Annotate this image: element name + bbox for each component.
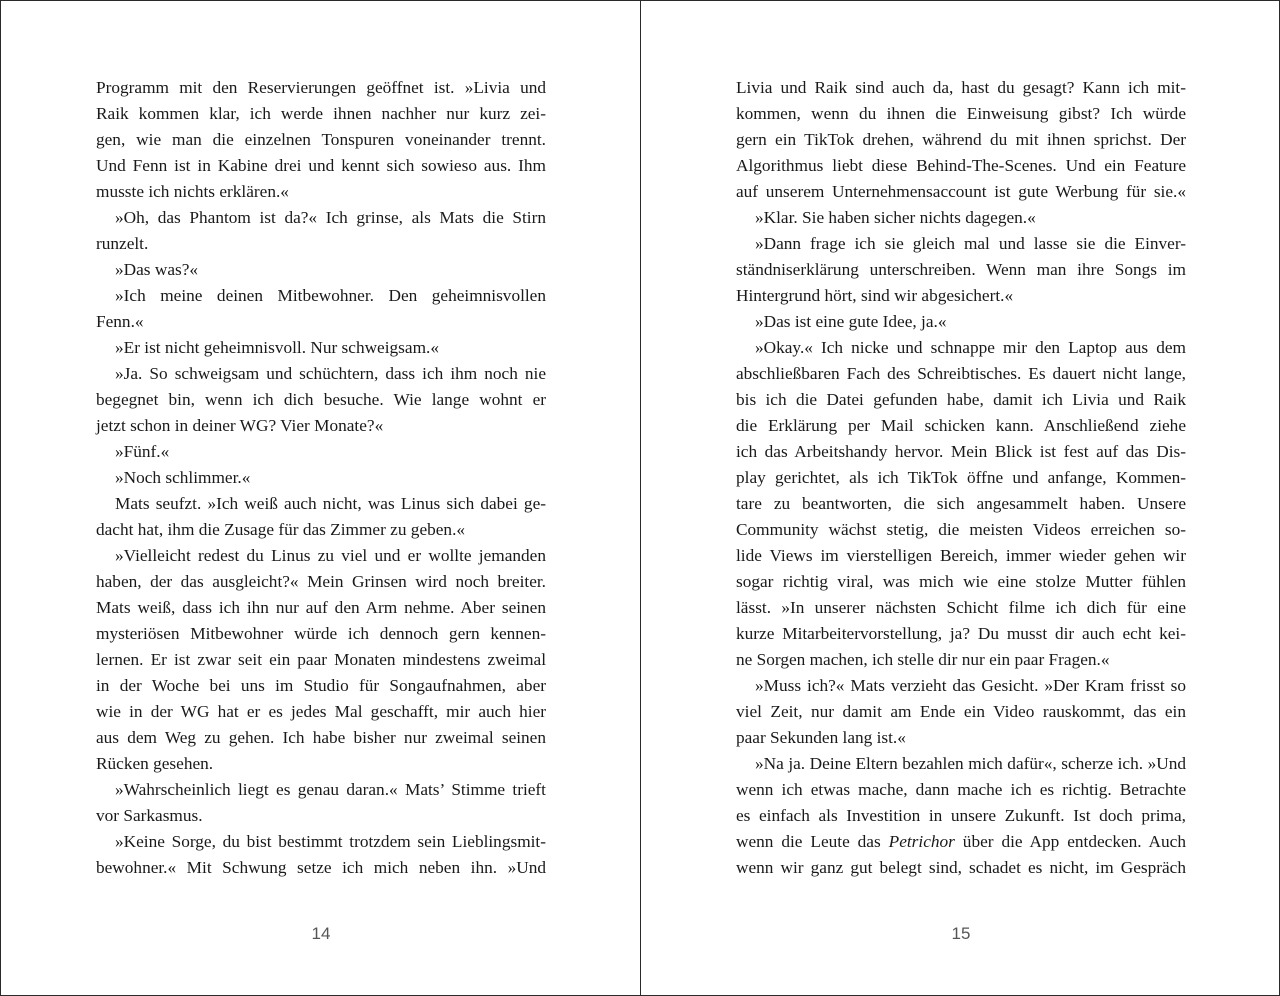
text-line: lernen. Er ist zwar seit ein paar Monaten mindestens zweimal [96, 650, 546, 669]
text-line: dacht hat, ihm die Zusage für das Zimmer zu geben.« [96, 520, 466, 539]
text-line: die Erklärung per Mail schicken kann. Anschließend ziehe [736, 416, 1186, 435]
text-line: »Okay.« Ich nicke und schnappe mir den Laptop aus dem [755, 338, 1186, 357]
text-line: vor Sarkasmus. [96, 806, 203, 825]
text-line: play gerichtet, als ich TikTok öffne und anfange, Kommen- [736, 468, 1186, 487]
text-line: haben, der das ausgleicht?« Mein Grinsen wird noch breiter. [96, 572, 546, 591]
text-line: »Fünf.« [115, 442, 170, 461]
text-line: »Wahrscheinlich liegt es genau daran.« Mats’ Stimme trieft [115, 780, 546, 799]
text-line: ich das Arbeitshandy hervor. Mein Blick ist fest auf das Dis- [736, 442, 1186, 461]
text-line: »Noch schlimmer.« [115, 468, 251, 487]
text-line: aus dem Weg zu gehen. Ich habe bisher nur zweimal seinen [96, 728, 546, 747]
right-page-number: 15 [951, 924, 971, 943]
text-line: ne Sorgen machen, ich stelle dir nur ein paar Fragen.« [736, 650, 1110, 669]
text-line: mysteriösen Mitbewohner würde ich dennoch gern kennen- [96, 624, 546, 643]
text-line: kurze Mitarbeitervorstellung, ja? Du musst dir auch echt kei- [736, 624, 1186, 643]
text-line: abschließbaren Fach des Schreibtisches. Es dauert nicht lange, [736, 364, 1186, 383]
text-line: wenn wir ganz gut belegt sind, schadet es nicht, im Gespräch [736, 858, 1186, 877]
text-line: »Ich meine deinen Mitbewohner. Den geheimnisvollen [115, 286, 546, 305]
text-line: wenn die Leute das Petrichor über die App entdecken. Auch [736, 832, 1186, 851]
text-line: Hintergrund hört, sind wir abgesichert.« [736, 286, 1014, 305]
text-line: musste ich nichts erklären.« [96, 182, 289, 201]
text-line: gern ein TikTok drehen, während du mit ihnen sprichst. Der [736, 130, 1186, 149]
text-line: Mats weiß, dass ich ihn nur auf den Arm nehme. Aber seinen [96, 598, 546, 617]
text-line: lässt. »In unserer nächsten Schicht filme ich dich für eine [736, 598, 1186, 617]
text-line: »Keine Sorge, du bist bestimmt trotzdem sein Lieblingsmit- [115, 832, 546, 851]
left-page-text [96, 75, 546, 881]
text-line: begegnet bin, wenn ich dich besuche. Wie lange wohnt er [96, 390, 546, 409]
text-line: »Das ist eine gute Idee, ja.« [755, 312, 947, 331]
text-line: ständniserklärung unterschreiben. Wenn man ihre Songs im [736, 260, 1186, 279]
text-line: Algorithmus liebt diese Behind-The-Scenes. Und ein Feature [736, 156, 1186, 175]
text-line: paar Sekunden lang ist.« [736, 728, 906, 747]
text-line: Programm mit den Reservierungen geöffnet ist. »Livia und [96, 78, 546, 97]
text-line: lide Views im vierstelligen Bereich, immer wieder gehen wir [736, 546, 1186, 565]
text-line: kommen, wenn du ihnen die Einweisung gibst? Ich würde [736, 104, 1186, 123]
page-gutter-divider [640, 1, 641, 995]
text-line: »Muss ich?« Mats verzieht das Gesicht. »Der Kram frisst so [755, 676, 1186, 695]
text-line: wenn ich etwas mache, dann mache ich es richtig. Betrachte [736, 780, 1186, 799]
text-line: runzelt. [96, 234, 149, 253]
text-line: sogar richtig viral, was mich wie eine stolze Mutter fühlen [736, 572, 1186, 591]
text-line: bis ich die Datei gefunden habe, damit ich Livia und Raik [736, 390, 1186, 409]
text-line: in der Woche bei uns im Studio für Songaufnahmen, aber [96, 676, 546, 695]
italic-word: Petrichor [888, 832, 955, 851]
right-page-lines [736, 75, 1186, 881]
text-line: »Er ist nicht geheimnisvoll. Nur schweigsam.« [115, 338, 439, 357]
text-line: Livia und Raik sind auch da, hast du gesagt? Kann ich mit- [736, 78, 1186, 97]
text-line: gen, wie man die einzelnen Tonspuren voneinander trennt. [96, 130, 546, 149]
text-line: auf unserem Unternehmensaccount ist gute Werbung für sie.« [736, 182, 1186, 201]
text-line: bewohner.« Mit Schwung setze ich mich neben ihn. »Und [96, 858, 546, 877]
text-line: Mats seufzt. »Ich weiß auch nicht, was Linus sich dabei ge- [115, 494, 546, 513]
text-line: »Klar. Sie haben sicher nichts dagegen.« [755, 208, 1036, 227]
text-line: »Das was?« [115, 260, 199, 279]
text-line: Rücken gesehen. [96, 754, 214, 773]
text-line: es einfach als Investition in unsere Zukunft. Ist doch prima, [736, 806, 1186, 825]
left-page-number: 14 [311, 924, 331, 943]
text-line: »Oh, das Phantom ist da?« Ich grinse, als Mats die Stirn [115, 208, 546, 227]
text-line: »Na ja. Deine Eltern bezahlen mich dafür«, scherze ich. »Und [755, 754, 1186, 773]
text-line: Fenn.« [96, 312, 144, 331]
right-page-text [736, 75, 1186, 881]
text-line: wie in der WG hat er es jedes Mal geschafft, mir auch hier [96, 702, 546, 721]
text-line: Und Fenn ist in Kabine drei und kennt sich sowieso aus. Ihm [96, 156, 546, 175]
text-line: Community wächst stetig, die meisten Videos erreichen so- [736, 520, 1186, 539]
left-page-lines [96, 75, 546, 881]
text-line: viel Zeit, nur damit am Ende ein Video rauskommt, das ein [736, 702, 1186, 721]
text-line: Raik kommen klar, ich werde ihnen nachher nur kurz zei- [96, 104, 546, 123]
text-line: »Dann frage ich sie gleich mal und lasse sie die Einver- [755, 234, 1186, 253]
text-line: jetzt schon in deiner WG? Vier Monate?« [96, 416, 384, 435]
text-line: »Vielleicht redest du Linus zu viel und er wollte jemanden [115, 546, 546, 565]
text-line: »Ja. So schweigsam und schüchtern, dass ich ihm noch nie [115, 364, 546, 383]
text-line: tare zu beantworten, die sich angesammelt haben. Unsere [736, 494, 1186, 513]
